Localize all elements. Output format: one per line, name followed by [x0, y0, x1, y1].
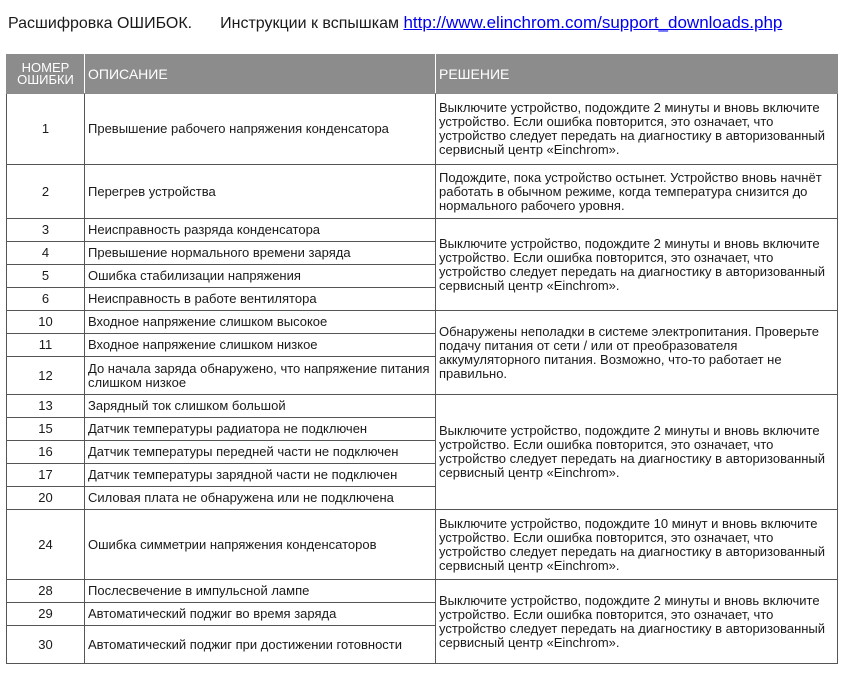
- page-title: Расшифровка ОШИБОК.: [8, 15, 193, 32]
- error-description: Автоматический поджиг во время заряда: [85, 603, 436, 626]
- error-solution: Подождите, пока устройство остынет. Устройство вновь начнёт работать в обычном режиме, когда температура снизится до нормального рабочего уровня.: [436, 165, 838, 219]
- table-row: [7, 580, 838, 603]
- error-description: Датчик температуры радиатора не подключен: [85, 418, 436, 441]
- table-row: [7, 165, 838, 219]
- error-solution: Выключите устройство, подождите 2 минуты и вновь включите устройство. Если ошибка повторится, это означает, что устройство следует передать на диагностику в авторизованный сервисный центр «Einchrom».: [436, 94, 838, 165]
- error-code: 29: [7, 603, 85, 626]
- error-description: Превышение рабочего напряжения конденсатора: [85, 94, 436, 165]
- error-code: 4: [7, 242, 85, 265]
- error-code: 16: [7, 441, 85, 464]
- error-description: Неисправность разряда конденсатора: [85, 219, 436, 242]
- error-code: 30: [7, 626, 85, 664]
- error-description: Ошибка симметрии напряжения конденсаторов: [85, 510, 436, 580]
- error-solution: Выключите устройство, подождите 2 минуты и вновь включите устройство. Если ошибка повторится, это означает, что устройство следует передать на диагностику в авторизованный сервисный центр «Einchrom».: [436, 219, 838, 311]
- error-code: 11: [7, 334, 85, 357]
- error-description: Зарядный ток слишком большой: [85, 395, 436, 418]
- error-description: Послесвечение в импульсной лампе: [85, 580, 436, 603]
- error-description: Датчик температуры передней части не подключен: [85, 441, 436, 464]
- error-description: Перегрев устройства: [85, 165, 436, 219]
- table-header-row: [7, 55, 838, 94]
- error-solution: Выключите устройство, подождите 10 минут и вновь включите устройство. Если ошибка повторится, это означает, что устройство следует передать на диагностику в авторизованный сервисный центр «Einchrom».: [436, 510, 838, 580]
- error-code: 3: [7, 219, 85, 242]
- page-header: [8, 13, 782, 34]
- error-description: Превышение нормального времени заряда: [85, 242, 436, 265]
- error-code: 24: [7, 510, 85, 580]
- error-solution: Выключите устройство, подождите 2 минуты и вновь включите устройство. Если ошибка повторится, это означает, что устройство следует передать на диагностику в авторизованный сервисный центр «Einchrom».: [436, 395, 838, 510]
- table-row: [7, 311, 838, 334]
- support-downloads-link[interactable]: http://www.elinchrom.com/support_downloads.php: [403, 13, 783, 32]
- error-description: Силовая плата не обнаружена или не подключена: [85, 487, 436, 510]
- error-code: 6: [7, 288, 85, 311]
- error-code: 17: [7, 464, 85, 487]
- instructions-label: Инструкции к вспышкам: [220, 15, 399, 32]
- error-solution: Обнаружены неполадки в системе электропитания. Проверьте подачу питания от сети / или от преобразователя аккумуляторного питания. Возможно, что-то работает не правильно.: [436, 311, 838, 395]
- error-code: 10: [7, 311, 85, 334]
- table-row: [7, 510, 838, 580]
- error-code: 5: [7, 265, 85, 288]
- error-code: 20: [7, 487, 85, 510]
- table-row: [7, 395, 838, 418]
- table-row: [7, 94, 838, 165]
- error-code: 1: [7, 94, 85, 165]
- error-description: Ошибка стабилизации напряжения: [85, 265, 436, 288]
- error-solution: Выключите устройство, подождите 2 минуты и вновь включите устройство. Если ошибка повторится, это означает, что устройство следует передать на диагностику в авторизованный сервисный центр «Einchrom».: [436, 580, 838, 664]
- error-description: Автоматический поджиг при достижении готовности: [85, 626, 436, 664]
- column-header-description: ОПИСАНИЕ: [85, 55, 436, 94]
- error-description: До начала заряда обнаружено, что напряжение питания слишком низкое: [85, 357, 436, 395]
- error-description: Входное напряжение слишком высокое: [85, 311, 436, 334]
- column-header-solution: РЕШЕНИЕ: [436, 55, 838, 94]
- error-code: 15: [7, 418, 85, 441]
- table-row: [7, 219, 838, 242]
- error-description: Датчик температуры зарядной части не подключен: [85, 464, 436, 487]
- error-description: Входное напряжение слишком низкое: [85, 334, 436, 357]
- error-code: 13: [7, 395, 85, 418]
- error-codes-table: [6, 54, 838, 664]
- error-code: 28: [7, 580, 85, 603]
- column-header-number: НОМЕР ОШИБКИ: [7, 55, 85, 94]
- error-description: Неисправность в работе вентилятора: [85, 288, 436, 311]
- error-code: 12: [7, 357, 85, 395]
- error-code: 2: [7, 165, 85, 219]
